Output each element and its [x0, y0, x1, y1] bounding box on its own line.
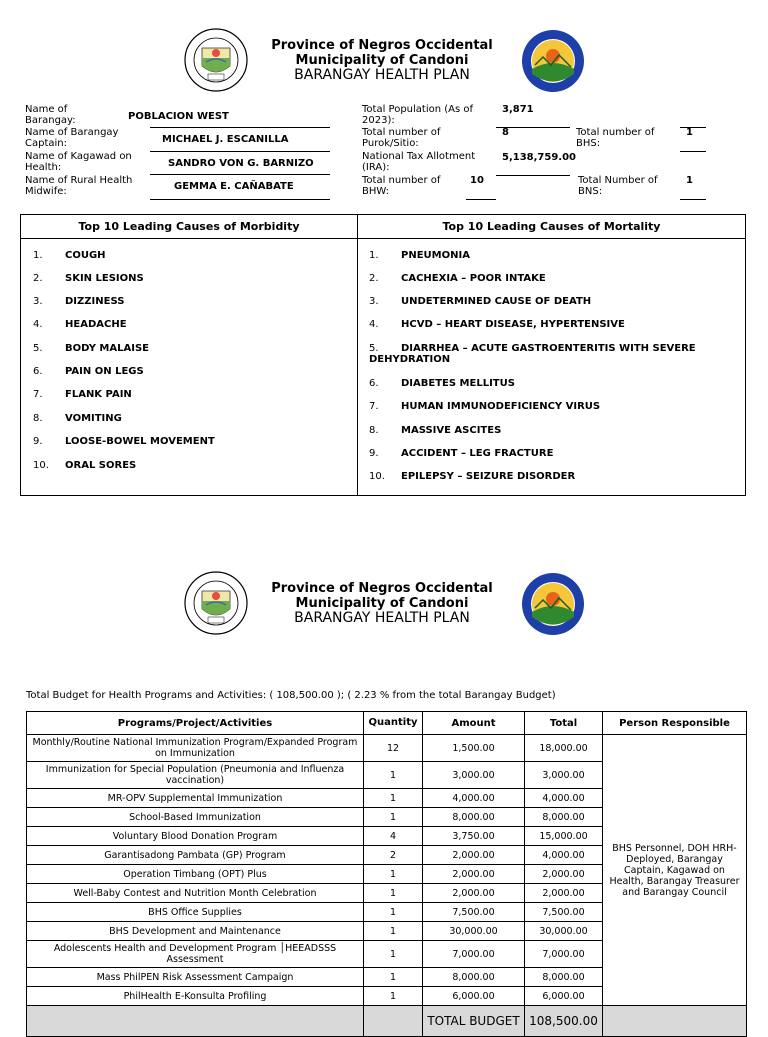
morbidity-item: 7. FLANK PAIN [33, 389, 132, 400]
total-cell: 7,000.00 [525, 941, 603, 968]
total-cell: 2,000.00 [525, 865, 603, 884]
program-cell: School-Based Immunization [27, 808, 364, 827]
plan-title: BARANGAY HEALTH PLAN [294, 67, 470, 83]
mortality-item: 10. EPILEPSY – SEIZURE DISORDER [369, 471, 576, 482]
qty-cell: 12 [364, 735, 423, 762]
qty-cell: 1 [364, 808, 423, 827]
mortality-item: 2. CACHEXIA – POOR INTAKE [369, 273, 546, 284]
underline [680, 151, 706, 152]
total-cell: 8,000.00 [525, 808, 603, 827]
mortality-item: 7. HUMAN IMMUNODEFICIENCY VIRUS [369, 401, 601, 412]
document-header [270, 581, 494, 626]
ira-value: 5,138,759.00 [502, 152, 577, 163]
mortality-item: 4. HCVD – HEART DISEASE, HYPERTENSIVE [369, 319, 625, 330]
underline [150, 127, 330, 128]
underline [496, 175, 570, 176]
underline [496, 127, 570, 128]
qty-cell: 1 [364, 865, 423, 884]
program-cell: Well-Baby Contest and Nutrition Month Celebration [27, 884, 364, 903]
table-header-row [27, 712, 747, 735]
qty-cell: 4 [364, 827, 423, 846]
total-label-cell: TOTAL BUDGET [423, 1006, 525, 1037]
col-header-total: Total [525, 712, 603, 735]
barangay-seal-logo [521, 572, 585, 636]
amount-cell: 6,000.00 [423, 987, 525, 1006]
qty-cell: 2 [364, 846, 423, 865]
qty-cell: 1 [364, 968, 423, 987]
underline [150, 151, 330, 152]
bhw-value: 10 [470, 175, 484, 186]
purok-value: 8 [502, 127, 509, 138]
program-cell: MR-OPV Supplemental Immunization [27, 789, 364, 808]
underline [150, 199, 330, 200]
qty-cell: 1 [364, 903, 423, 922]
col-header-program: Programs/Project/Activities [27, 712, 364, 735]
program-cell: Operation Timbang (OPT) Plus [27, 865, 364, 884]
midwife-label: Name of Rural Health Midwife: [25, 175, 133, 197]
qty-cell: 1 [364, 987, 423, 1006]
budget-table [26, 711, 747, 1037]
barangay-seal-logo [521, 29, 585, 93]
captain-label: Name of Barangay Captain: [25, 127, 119, 149]
purok-label: Total number of Purok/Sitio: [362, 127, 441, 149]
total-cell: 3,000.00 [525, 762, 603, 789]
amount-cell: 2,000.00 [423, 846, 525, 865]
col-header-amount: Amount [423, 712, 525, 735]
bns-value: 1 [686, 175, 693, 186]
bhs-label: Total number of BHS: [576, 127, 655, 149]
underline [680, 199, 706, 200]
program-cell: PhilHealth E-Konsulta Profiling [27, 987, 364, 1006]
qty-cell: 1 [364, 922, 423, 941]
total-cell: 2,000.00 [525, 884, 603, 903]
program-cell: BHS Office Supplies [27, 903, 364, 922]
municipality-title: Municipality of Candoni [295, 53, 469, 68]
morbidity-item: 2. SKIN LESIONS [33, 273, 144, 284]
bns-label: Total Number of BNS: [578, 175, 658, 197]
total-cell: 18,000.00 [525, 735, 603, 762]
amount-cell: 1,500.00 [423, 735, 525, 762]
municipality-title: Municipality of Candoni [295, 596, 469, 611]
document-header [270, 38, 494, 83]
mortality-item: 5. DIARRHEA – ACUTE GASTROENTERITIS WITH SEVERE DEHYDRATION [369, 343, 696, 365]
plan-title: BARANGAY HEALTH PLAN [294, 610, 470, 626]
program-cell: Immunization for Special Population (Pneumonia and Influenza vaccination) [27, 762, 364, 789]
municipality-seal-logo [184, 571, 248, 635]
total-value-cell: 108,500.00 [525, 1006, 603, 1037]
mortality-item: 6. DIABETES MELLITUS [369, 378, 515, 389]
morbidity-item: 1. COUGH [33, 250, 106, 261]
morbidity-item: 10. ORAL SORES [33, 460, 137, 471]
morbidity-title: Top 10 Leading Causes of Morbidity [21, 215, 357, 239]
total-cell: 8,000.00 [525, 968, 603, 987]
total-cell: 15,000.00 [525, 827, 603, 846]
mortality-item: 1. PNEUMONIA [369, 250, 470, 261]
underline [466, 199, 496, 200]
amount-cell: 7,500.00 [423, 903, 525, 922]
total-empty-cell [364, 1006, 423, 1037]
total-cell: 4,000.00 [525, 789, 603, 808]
program-cell: BHS Development and Maintenance [27, 922, 364, 941]
amount-cell: 7,000.00 [423, 941, 525, 968]
mortality-title: Top 10 Leading Causes of Mortality [358, 215, 745, 239]
qty-cell: 1 [364, 762, 423, 789]
underline [150, 174, 330, 175]
total-row [27, 1006, 747, 1037]
morbidity-item: 8. VOMITING [33, 413, 122, 424]
total-empty-cell [27, 1006, 364, 1037]
bhw-label: Total number of BHW: [362, 175, 441, 197]
municipality-seal-logo [184, 28, 248, 92]
person-responsible-cell: BHS Personnel, DOH HRH-Deployed, Barangay Captain, Kagawad on Health, Barangay Treasurer and Barangay Council [603, 735, 747, 1006]
amount-cell: 2,000.00 [423, 865, 525, 884]
amount-cell: 30,000.00 [423, 922, 525, 941]
amount-cell: 8,000.00 [423, 808, 525, 827]
midwife-value: GEMMA E. CAÑABATE [174, 181, 294, 192]
amount-cell: 4,000.00 [423, 789, 525, 808]
morbidity-item: 5. BODY MALAISE [33, 343, 149, 354]
program-cell: Adolescents Health and Development Program │HEEADSSS Assessment [27, 941, 364, 968]
population-label: Total Population (As of 2023): [362, 104, 474, 126]
morbidity-item: 4. HEADACHE [33, 319, 127, 330]
population-value: 3,871 [502, 104, 534, 115]
qty-cell: 1 [364, 941, 423, 968]
qty-cell: 1 [364, 789, 423, 808]
province-title: Province of Negros Occidental [271, 38, 493, 53]
mortality-item: 3. UNDETERMINED CAUSE OF DEATH [369, 296, 592, 307]
amount-cell: 2,000.00 [423, 884, 525, 903]
bhs-value: 1 [686, 127, 693, 138]
total-cell: 7,500.00 [525, 903, 603, 922]
total-cell: 4,000.00 [525, 846, 603, 865]
program-cell: Voluntary Blood Donation Program [27, 827, 364, 846]
barangay-value: POBLACION WEST [128, 111, 229, 122]
amount-cell: 3,750.00 [423, 827, 525, 846]
amount-cell: 3,000.00 [423, 762, 525, 789]
morbidity-item: 3. DIZZINESS [33, 296, 125, 307]
ira-label: National Tax Allotment (IRA): [362, 151, 476, 173]
province-title: Province of Negros Occidental [271, 581, 493, 596]
qty-cell: 1 [364, 884, 423, 903]
kagawad-value: SANDRO VON G. BARNIZO [168, 158, 314, 169]
barangay-label: Name of Barangay: [25, 104, 76, 126]
causes-table [20, 214, 746, 496]
morbidity-item: 6. PAIN ON LEGS [33, 366, 144, 377]
total-cell: 30,000.00 [525, 922, 603, 941]
amount-cell: 8,000.00 [423, 968, 525, 987]
mortality-item: 9. ACCIDENT – LEG FRACTURE [369, 448, 554, 459]
total-empty-cell [603, 1006, 747, 1037]
captain-value: MICHAEL J. ESCANILLA [162, 134, 289, 145]
budget-note: Total Budget for Health Programs and Activities: ( 108,500.00 ); ( 2.23 % from the total Barangay Budget) [26, 690, 556, 701]
morbidity-item: 9. LOOSE-BOWEL MOVEMENT [33, 436, 215, 447]
program-cell: Monthly/Routine National Immunization Program/Expanded Program on Immunization [27, 735, 364, 762]
total-cell: 6,000.00 [525, 987, 603, 1006]
kagawad-label: Name of Kagawad on Health: [25, 151, 132, 173]
program-cell: Garantisadong Pambata (GP) Program [27, 846, 364, 865]
mortality-item: 8. MASSIVE ASCITES [369, 425, 502, 436]
col-header-person: Person Responsible [603, 712, 747, 735]
program-cell: Mass PhilPEN Risk Assessment Campaign [27, 968, 364, 987]
col-header-quantity: Quantity [364, 712, 423, 735]
underline [680, 127, 706, 128]
table-row [27, 735, 747, 762]
